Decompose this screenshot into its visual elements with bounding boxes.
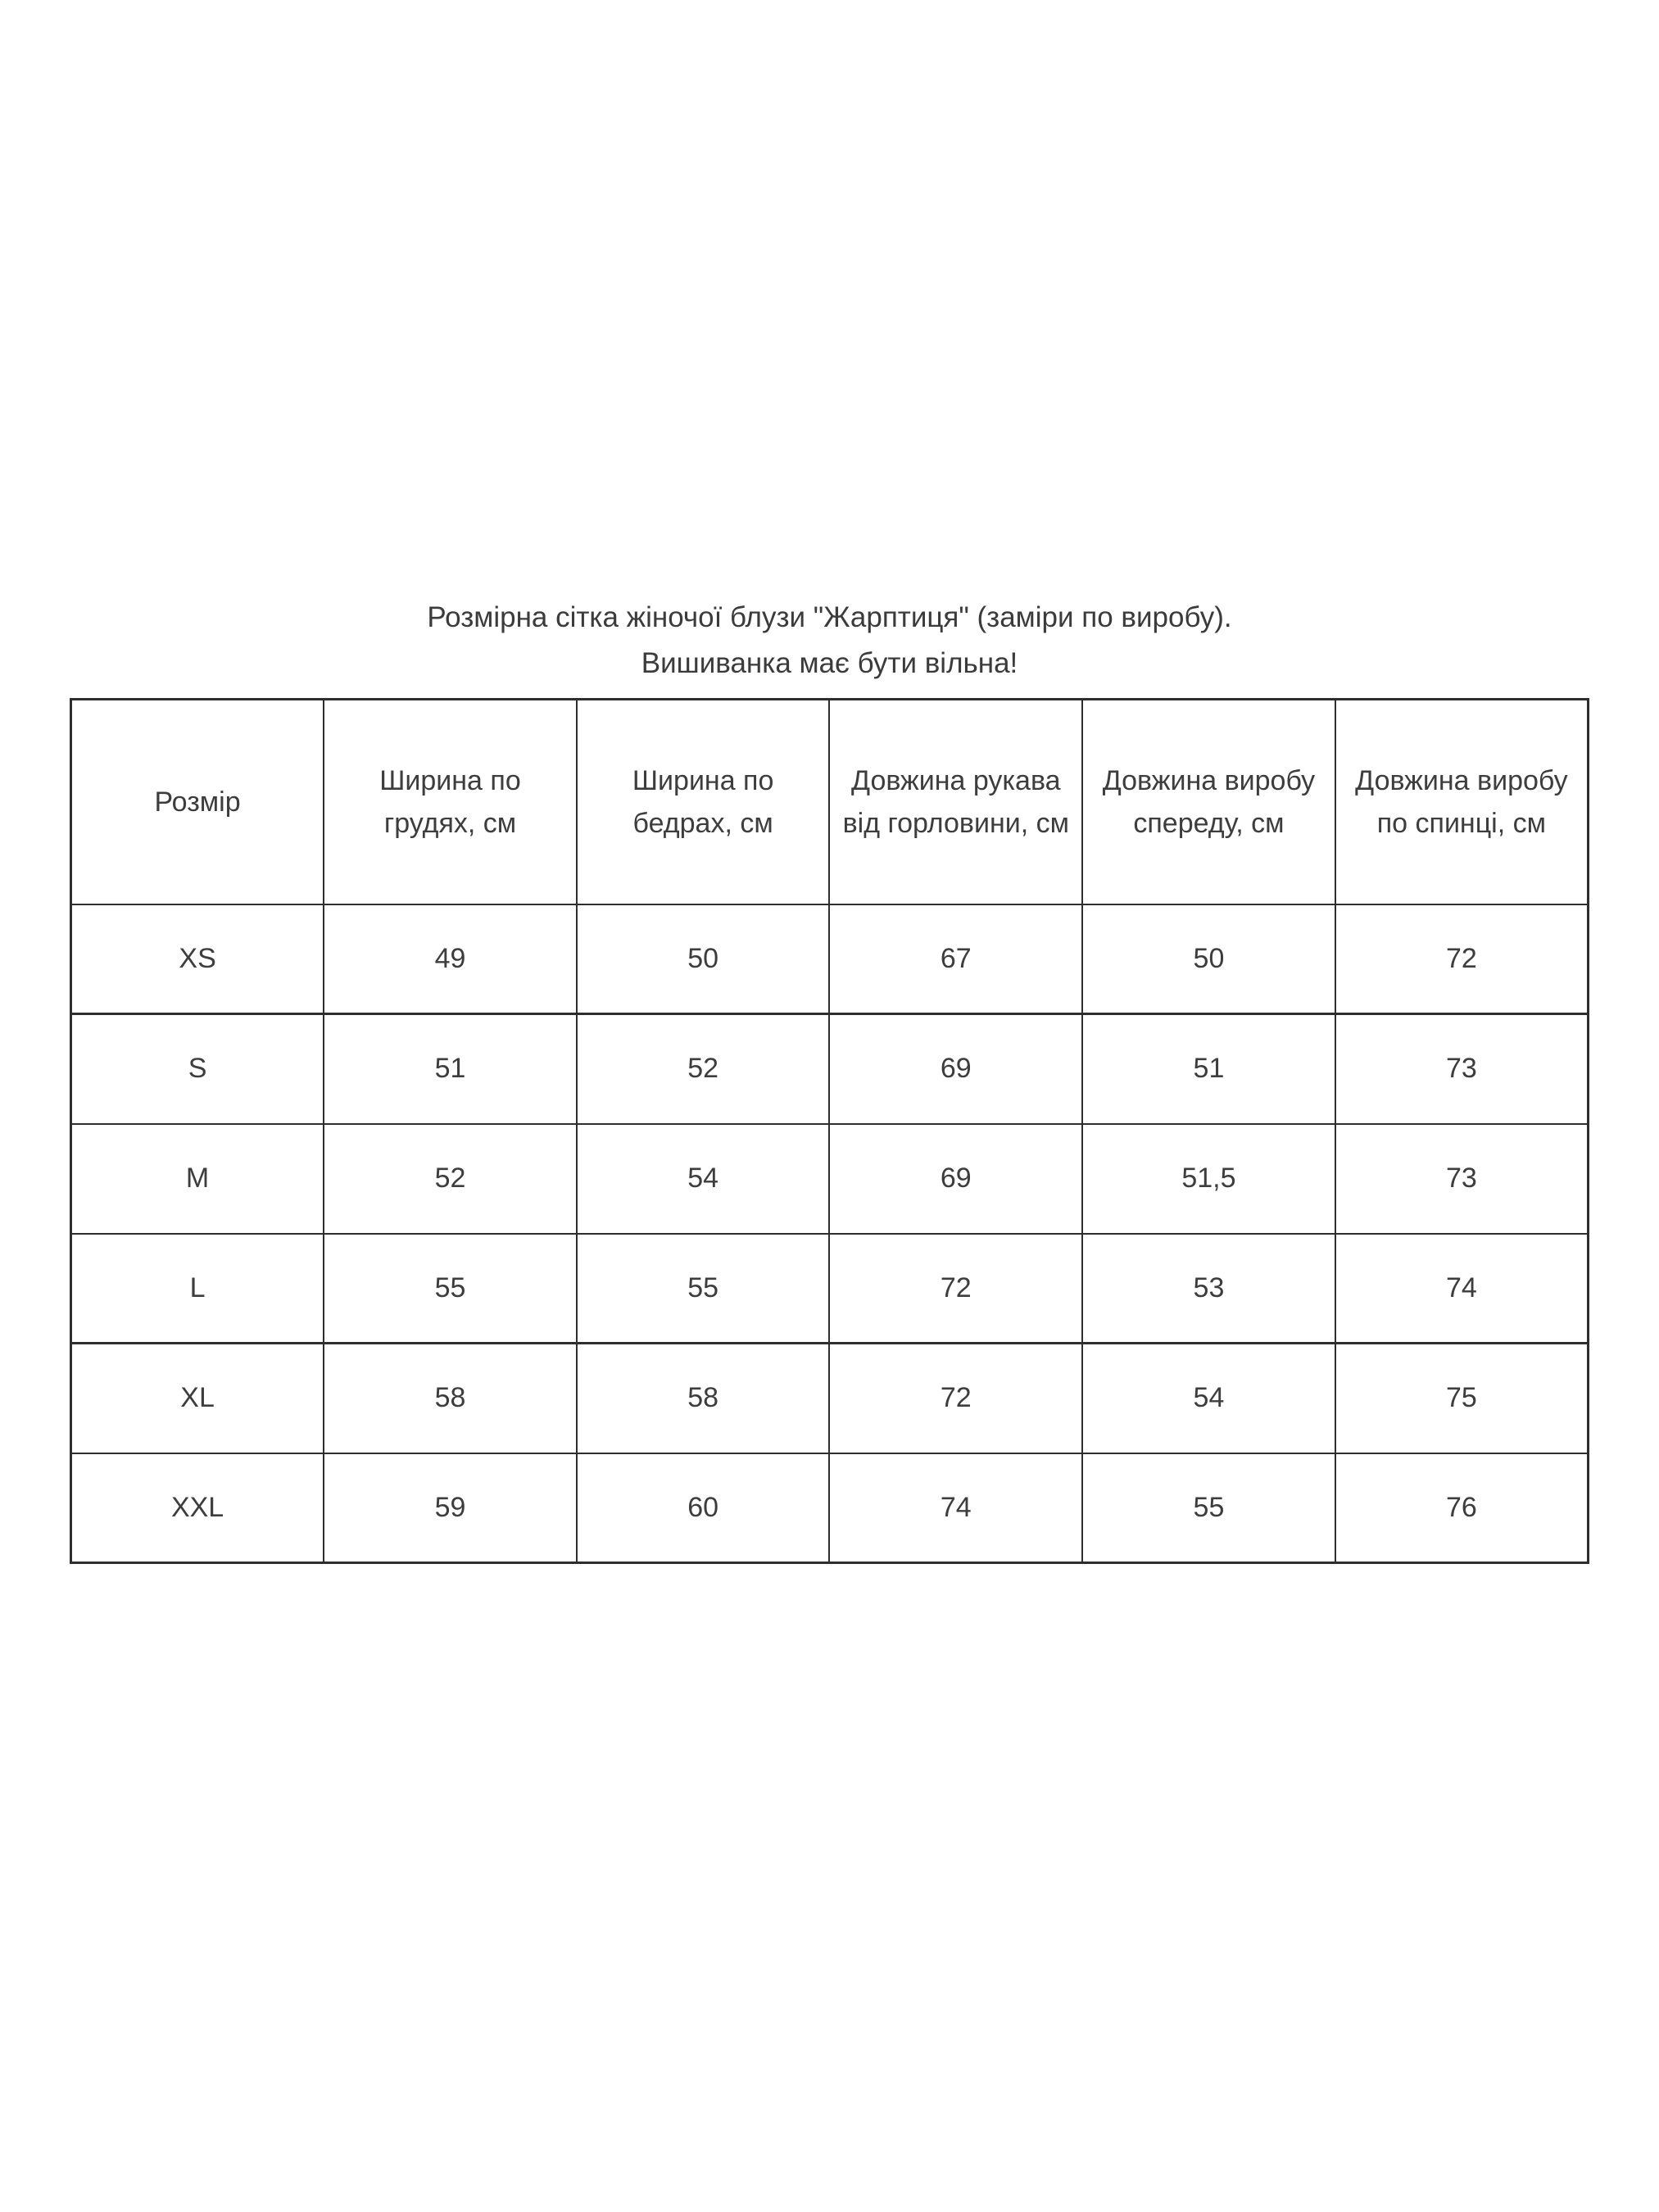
size-label-s: S: [71, 1014, 324, 1124]
cell-xl-col1: 58: [324, 1344, 577, 1453]
cell-xs-col1: 49: [324, 904, 577, 1014]
cell-xl-col4: 54: [1082, 1344, 1335, 1453]
header-row: [71, 700, 1589, 904]
cell-l-col4: 53: [1082, 1234, 1335, 1344]
cell-xs-col2: 50: [577, 904, 830, 1014]
cell-xl-col5: 75: [1335, 1344, 1589, 1453]
size-label-l: L: [71, 1234, 324, 1344]
table-row-xxl: [71, 1453, 1589, 1563]
cell-m-col5: 73: [1335, 1124, 1589, 1234]
column-header-0: Розмір: [71, 700, 324, 904]
cell-s-col4: 51: [1082, 1014, 1335, 1124]
size-label-xxl: XXL: [71, 1453, 324, 1563]
cell-xxl-col4: 55: [1082, 1453, 1335, 1563]
cell-xxl-col3: 74: [829, 1453, 1082, 1563]
column-header-3: Довжина рукава від горловини, см: [829, 700, 1082, 904]
page-title-line-2: Вишиванка має бути вільна!: [641, 647, 1018, 679]
cell-m-col3: 69: [829, 1124, 1082, 1234]
column-header-2: Ширина по бедрах, см: [577, 700, 830, 904]
cell-xl-col2: 58: [577, 1344, 830, 1453]
page-title: [0, 595, 1659, 687]
cell-l-col1: 55: [324, 1234, 577, 1344]
cell-xs-col5: 72: [1335, 904, 1589, 1014]
cell-xxl-col2: 60: [577, 1453, 830, 1563]
cell-xs-col3: 67: [829, 904, 1082, 1014]
table-row-l: [71, 1234, 1589, 1344]
table-row-m: [71, 1124, 1589, 1234]
page-title-line-1: Розмірна сітка жіночої блузи "Жарптиця" (заміри по виробу).: [427, 601, 1232, 633]
size-label-xs: XS: [71, 904, 324, 1014]
size-chart-header: [71, 700, 1589, 904]
cell-s-col2: 52: [577, 1014, 830, 1124]
cell-s-col1: 51: [324, 1014, 577, 1124]
cell-m-col2: 54: [577, 1124, 830, 1234]
cell-l-col5: 74: [1335, 1234, 1589, 1344]
cell-xxl-col1: 59: [324, 1453, 577, 1563]
size-chart-table: [70, 698, 1589, 1564]
size-label-m: M: [71, 1124, 324, 1234]
cell-m-col1: 52: [324, 1124, 577, 1234]
column-header-4: Довжина виробу спереду, см: [1082, 700, 1335, 904]
table-row-s: [71, 1014, 1589, 1124]
column-header-1: Ширина по грудях, см: [324, 700, 577, 904]
cell-l-col3: 72: [829, 1234, 1082, 1344]
size-chart-body: [71, 904, 1589, 1563]
cell-l-col2: 55: [577, 1234, 830, 1344]
cell-s-col3: 69: [829, 1014, 1082, 1124]
column-header-5: Довжина виробу по спинці, см: [1335, 700, 1589, 904]
cell-m-col4: 51,5: [1082, 1124, 1335, 1234]
table-row-xl: [71, 1344, 1589, 1453]
cell-xl-col3: 72: [829, 1344, 1082, 1453]
size-label-xl: XL: [71, 1344, 324, 1453]
cell-s-col5: 73: [1335, 1014, 1589, 1124]
table-row-xs: [71, 904, 1589, 1014]
cell-xxl-col5: 76: [1335, 1453, 1589, 1563]
cell-xs-col4: 50: [1082, 904, 1335, 1014]
